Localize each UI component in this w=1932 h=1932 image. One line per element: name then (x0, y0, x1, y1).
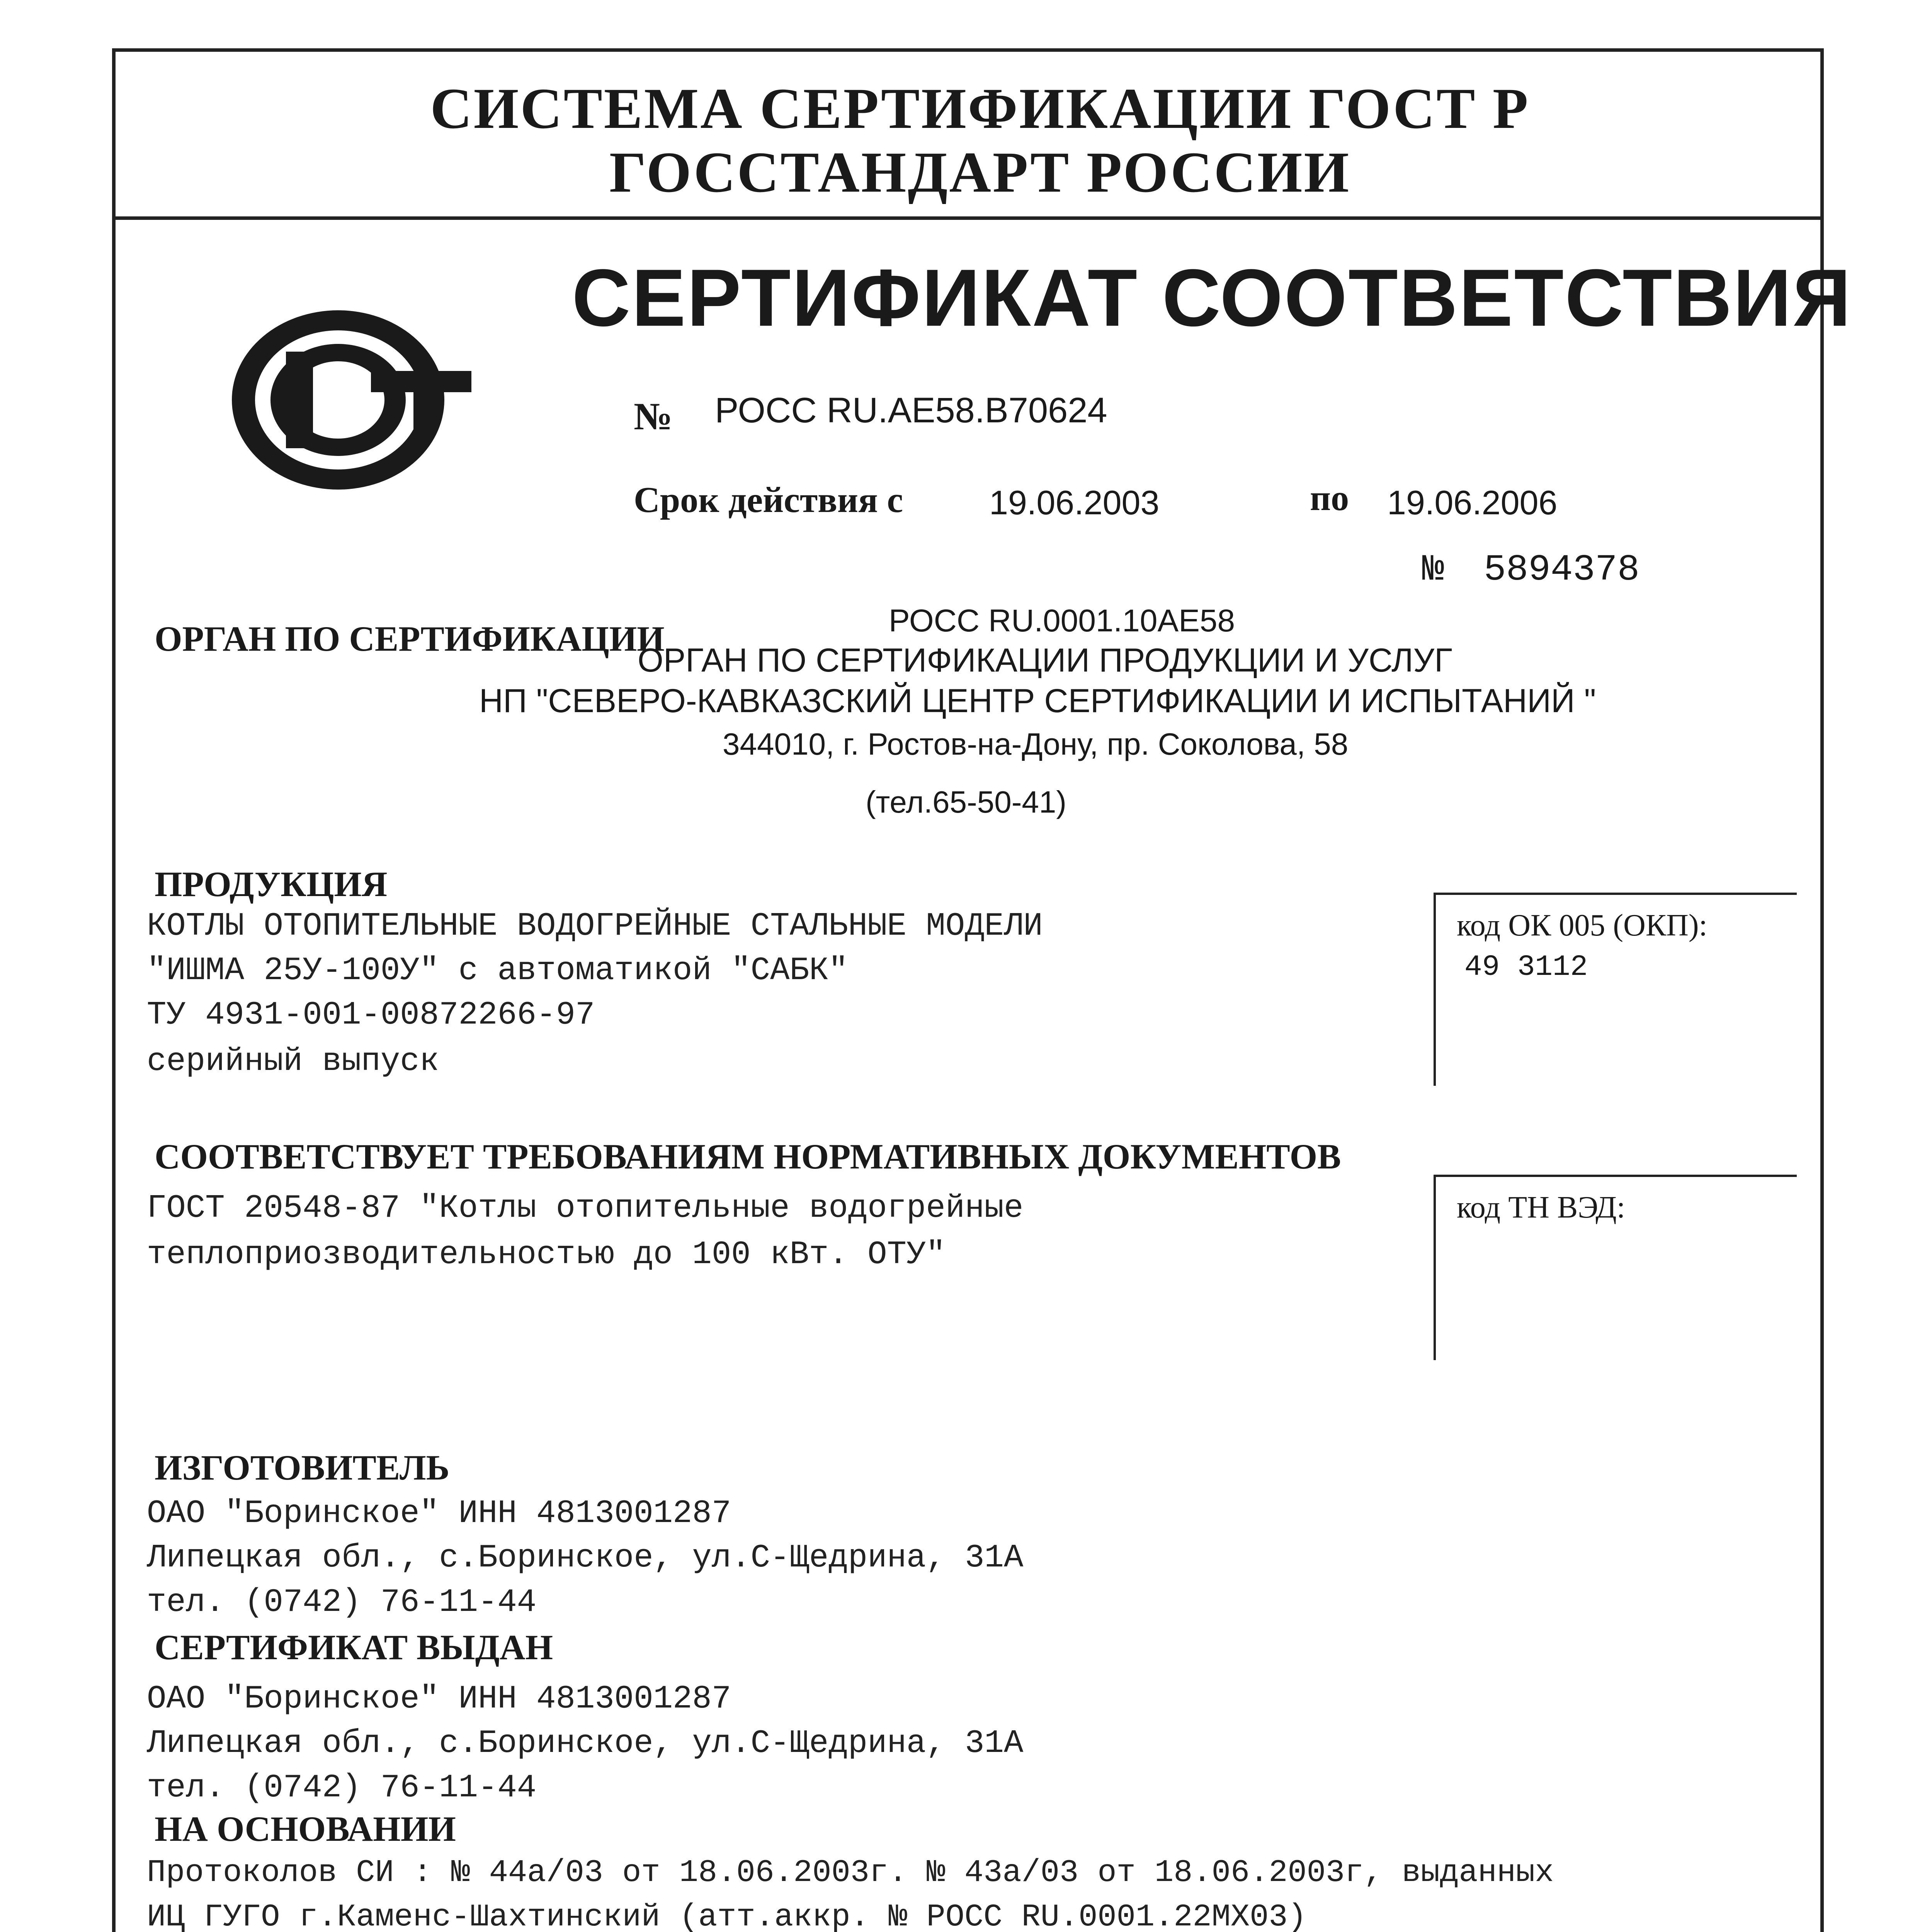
certificate-number: РОСС RU.AE58.B70624 (715, 391, 1107, 430)
product-line-1: КОТЛЫ ОТОПИТЕЛЬНЫЕ ВОДОГРЕЙНЫЕ СТАЛЬНЫЕ МОДЕЛИ (147, 908, 1043, 945)
tnved-box-top (1434, 1175, 1797, 1177)
organ-phone: (тел.65-50-41) (866, 785, 1066, 819)
certificate-title: СЕРТИФИКАТ СООТВЕТСТВИЯ (572, 252, 1852, 343)
issued-to-line-2: Липецкая обл., с.Боринское, ул.С-Щедрина, 31А (147, 1725, 1024, 1762)
manufacturer-line-3: тел. (0742) 76-11-44 (147, 1584, 537, 1621)
okp-box-border (1434, 893, 1436, 1086)
tnved-box-border (1434, 1175, 1436, 1360)
manufacturer-line-2: Липецкая обл., с.Боринское, ул.С-Щедрина, 31А (147, 1540, 1024, 1577)
issued-to-label: СЕРТИФИКАТ ВЫДАН (155, 1628, 553, 1667)
organ-line-2: НП "СЕВЕРО-КАВКАЗСКИЙ ЦЕНТР СЕРТИФИКАЦИИ И ИСПЫТАНИЙ " (479, 682, 1596, 719)
product-line-3: ТУ 4931-001-00872266-97 (147, 997, 595, 1034)
validity-from-label: Срок действия с (634, 480, 903, 520)
basis-label: НА ОСНОВАНИИ (155, 1809, 456, 1849)
compliance-line-1: ГОСТ 20548-87 "Котлы отопительные водогрейные (147, 1190, 1024, 1227)
validity-to-date: 19.06.2006 (1387, 483, 1558, 522)
tnved-code-label: код ТН ВЭД: (1457, 1190, 1626, 1225)
product-label: ПРОДУКЦИЯ (155, 864, 388, 904)
issued-to-line-1: ОАО "Боринское" ИНН 4813001287 (147, 1681, 731, 1718)
header-line-1: СИСТЕМА СЕРТИФИКАЦИИ ГОСТ Р (430, 77, 1530, 141)
header-line-2: ГОССТАНДАРТ РОССИИ (609, 140, 1351, 204)
compliance-label: СООТВЕТСТВУЕТ ТРЕБОВАНИЯМ НОРМАТИВНЫХ ДОКУМЕНТОВ (155, 1137, 1341, 1176)
product-line-4: серийный выпуск (147, 1043, 439, 1080)
basis-line-1: Протоколов СИ : № 44а/03 от 18.06.2003г. № 43а/03 от 18.06.2003г, выданных (147, 1855, 1554, 1891)
serial-number: 5894378 (1484, 549, 1640, 591)
product-line-2: "ИШМА 25У-100У" с автоматикой "САБК" (147, 952, 848, 989)
organ-code: РОСС RU.0001.10АЕ58 (889, 603, 1235, 638)
manufacturer-line-1: ОАО "Боринское" ИНН 4813001287 (147, 1495, 731, 1532)
okp-code-label: код ОК 005 (ОКП): (1457, 908, 1708, 942)
header-divider (112, 216, 1824, 220)
basis-line-2: ИЦ ГУГО г.Каменс-Шахтинский (атт.аккр. № РОСС RU.0001.22МХ03) (147, 1899, 1307, 1932)
organ-line-1: ОРГАН ПО СЕРТИФИКАЦИИ ПРОДУКЦИИ И УСЛУГ (638, 642, 1452, 679)
issued-to-line-3: тел. (0742) 76-11-44 (147, 1770, 537, 1806)
okp-box-top (1434, 893, 1797, 895)
okp-code-value: 49 3112 (1464, 951, 1588, 984)
validity-from-date: 19.06.2003 (989, 483, 1160, 522)
serial-label: № (1422, 549, 1444, 591)
validity-to-label: по (1310, 478, 1349, 518)
organ-label: ОРГАН ПО СЕРТИФИКАЦИИ (155, 619, 665, 658)
organ-address: 344010, г. Ростов-на-Дону, пр. Соколова, 58 (723, 727, 1349, 761)
compliance-line-2: теплоприозводительностью до 100 кВт. ОТУ" (147, 1236, 946, 1273)
number-label: № (634, 395, 673, 438)
rst-logo (232, 309, 471, 491)
manufacturer-label: ИЗГОТОВИТЕЛЬ (155, 1448, 450, 1487)
